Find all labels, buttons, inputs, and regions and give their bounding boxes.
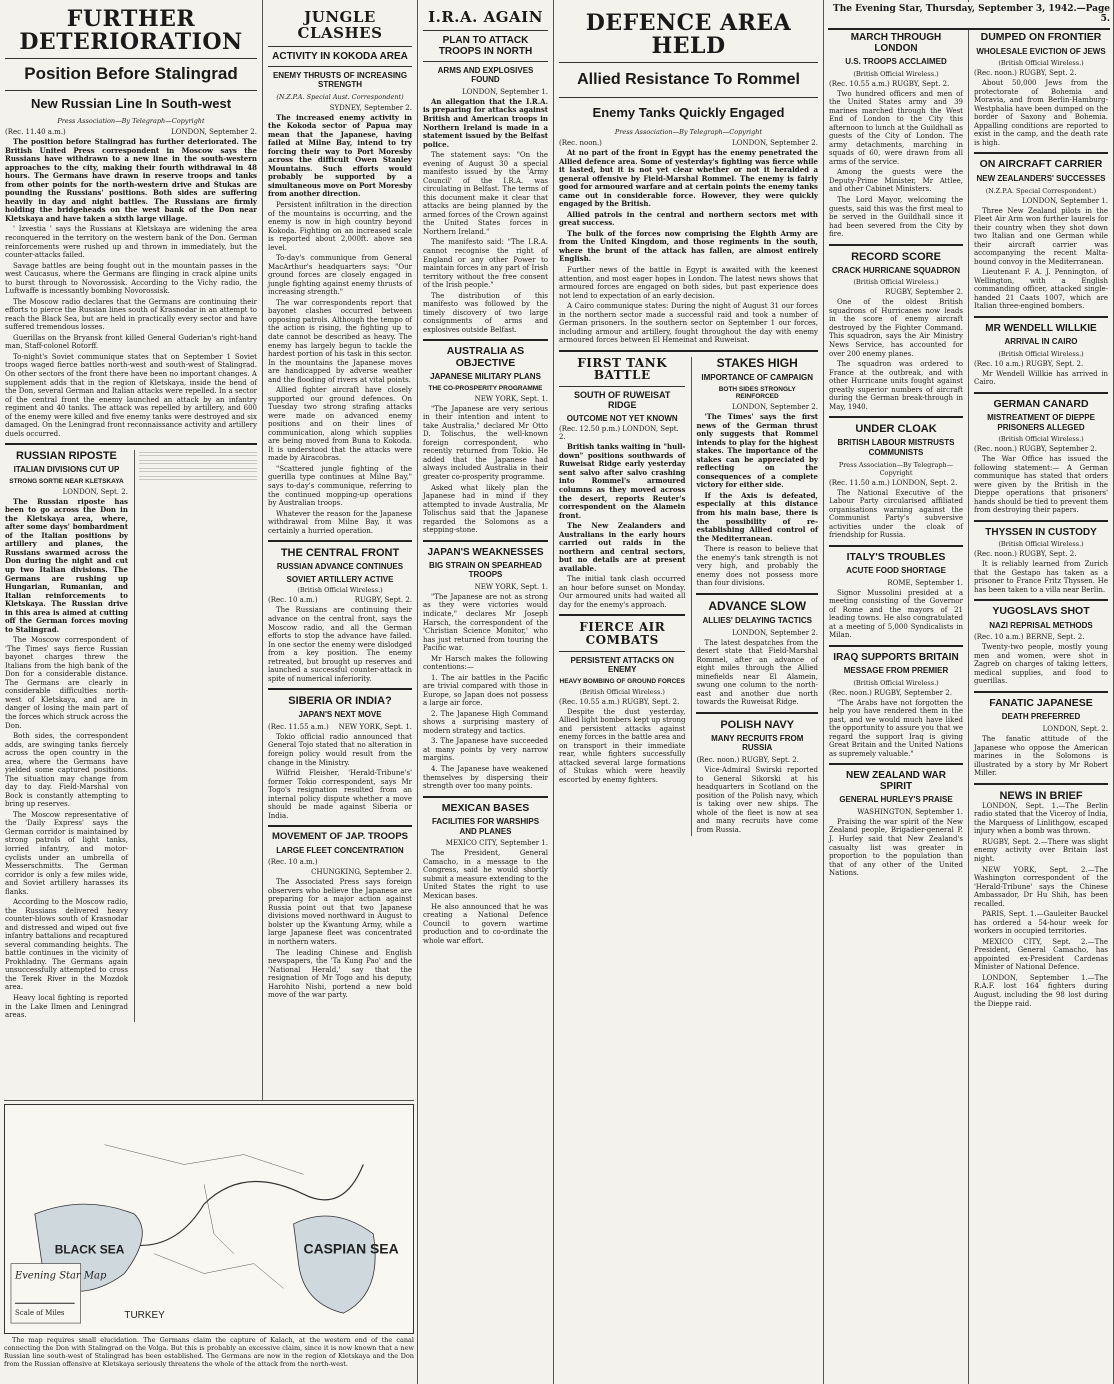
date-place: LONDON, September 2.: [732, 139, 818, 148]
paragraph: 'The Times' says the first news of the German thrust only suggests that Rommel intends to play for the highest stakes. The importance of the stakes can be appreciated by reflecting on the consequences of a complete victory for either side.: [696, 412, 818, 490]
deck-soviet-artillery: SOVIET ARTILLERY ACTIVE: [286, 574, 394, 584]
paragraph: Wilfrid Fleisher, 'Herald-Tribune's' former Tokio correspondent, says Mr Togo's resignation resulted from an internal policy dispute whether a move should be made against Siberia or India.: [268, 769, 412, 820]
byline: (N.Z.P.A. Special Correspondent.): [985, 186, 1097, 195]
date-place: (Rec. noon.) RUGBY, Sept. 2.: [974, 550, 1077, 559]
headline-polish-navy: POLISH NAVY: [720, 718, 795, 731]
paragraph: "The Japanese are not as strong as they were victories would indicate," declares Mr Joseph Harsch, the correspondent of the 'Christian Science Monitor,' who has just returned from touring the Pacific war.: [423, 592, 548, 653]
paragraph: The Lord Mayor, welcoming the guests, said this was the first meal to be served in the Guildhall since it had been severed from the City by fire.: [829, 195, 963, 239]
paragraph: Despite the dust yesterday, Allied light bombers kept up strong and persistent attacks against enemy forces in the battle area and on transport in their immediate rear, while fighters successfully attacked several large formations of Stukas which were heavily escorted by enemy fighters.: [559, 707, 686, 784]
paragraph: The war correspondents report that bayonet clashes occurred between opposing patrols. Although the tempo of the action is rising, the fighting up to date cannot be described as heavy. The enemy has largely begun to tackle the hardest portion of his task in this sector. In the mountains the Japanese moves are handicapped by adverse weather and the flooding of rivers at vital points.: [268, 298, 412, 384]
date-place: NEW YORK, Sept. 1.: [474, 394, 548, 403]
column-6: [969, 0, 1114, 1384]
paragraph: The increased enemy activity in the Kokoda sector of Papua may mean that the Japanese, having failed at Milne Bay, intend to try forcing their way to Port Moresby across the difficult Owen Stanley Mountains. Such efforts would probably be supported by a simultaneous move on Port Moresby from another direction.: [268, 112, 412, 199]
paragraph: The National Executive of the Labour Party circularised affiliated organisations warning against the Communist Party's subversive activities under the cloak of friendship for Russia.: [829, 488, 963, 540]
byline: (British Official Wireless.): [998, 349, 1084, 358]
map-scale-label: Scale of Miles: [14, 1309, 65, 1318]
date-place: NEW YORK, Sept. 1.: [474, 582, 548, 591]
deck-japanese-military-plans: JAPANESE MILITARY PLANS: [430, 372, 541, 382]
byline: (British Official Wireless.): [297, 586, 383, 595]
paragraph: Twenty-two people, mostly young men and women, were shot in Zagreb on charges of taking letters, medical supplies, and food to guerillas.: [974, 643, 1108, 686]
headline-russian-riposte: RUSSIAN RIPOSTE: [16, 450, 117, 463]
headline-central-front: THE CENTRAL FRONT: [280, 547, 400, 560]
deck-heavy-bombing: HEAVY BOMBING OF GROUND FORCES: [559, 677, 685, 685]
date-place: LONDON, September 2.: [171, 128, 257, 137]
deck-us-troops: U.S. TROOPS ACCLAIMED: [845, 57, 947, 66]
date-place: (Rec. 10.55 a.m.) RUGBY, Sept. 2.: [829, 79, 950, 88]
deck-nz-successes: NEW ZEALANDERS' SUCCESSES: [976, 173, 1106, 183]
date-place: LONDON, September 2.: [732, 628, 818, 637]
paragraph: The Moscow radio declares that the Germans are continuing their efforts to pierce the Russian lines south of Krasnodar in an attempt to reach the Black Sea, but are held in practically every sector and have suffered tremendous losses.: [5, 297, 257, 332]
paragraph: The position before Stalingrad has further deteriorated. The British United Press correspondent in Moscow says the Russians have withdrawn to a new line in the south-western approaches to the city, making their fourth withdrawal in 48 hours. The Germans have drawn in reserve troops and tanks from other points for the north-western drive and Stukas are pounding the Russians' positions. Both sides are suffering heavily in day and night battles. The Russians are firmly holding the bridgeheads on the west bank of the Don near Kletskaya and have taken a sixth large village.: [5, 137, 257, 223]
deck-premier: MESSAGE FROM PREMIER: [843, 666, 949, 676]
paragraph: RUGBY, Sept. 2.—There was slight enemy activity over Britain last night.: [974, 837, 1108, 864]
headline-jungle-clashes: JUNGLE CLASHES: [297, 8, 383, 42]
map-graphic: [5, 1105, 413, 1333]
deck-big-strain: BIG STRAIN ON SPEARHEAD TROOPS: [429, 560, 542, 580]
paragraph: LONDON, Sept. 1.—The Berlin radio stated that the Viceroy of India, the Marquess of Linlithgow, escaped injury when a bomb was thrown.: [974, 801, 1108, 836]
paragraph: Savage battles are being fought out in the mountain passes in the west Caucasus, where the Germans are flinging in crack alpine units to burst through to Novorossisk. According to the Vichy radio, the Luftwaffe is incessantly bombing Novorossisk.: [5, 261, 257, 296]
paragraph: He also announced that he was creating a National Defence Council to govern wartime production and to co-ordinate the whole war effort.: [423, 902, 548, 945]
headline-further-deterioration: FURTHER DETERIORATION: [19, 6, 243, 56]
paragraph: 2. The Japanese High Command shows a surprising mastery of modern strategy and tactics.: [423, 709, 548, 735]
rec-time: (Rec. noon.): [559, 139, 602, 148]
paragraph: The Russians are continuing their advance on the central front, says the Moscow radio, and all the German efforts to stop the advance have failed. In one sector the enemy were dislodged from a key position. The enemy retreated, but brought up reserves and launched a successful counter-attack in spite of numerical inferiority.: [268, 606, 412, 683]
headline-mexican-bases: MEXICAN BASES: [441, 801, 530, 814]
deck-persistent: PERSISTENT ATTACKS ON ENEMY: [570, 655, 674, 675]
paragraph: The leading Chinese and English newspapers, the 'Ta Kung Pao' and the 'National Herald,' say that the resignation of Mr Togo and his deputy, Harohito Nishi, portend a new bold move of the war party.: [268, 948, 412, 1000]
deck-hurley: GENERAL HURLEY'S PRAISE: [839, 795, 953, 805]
headline-yugoslavs-shot: YUGOSLAVS SHOT: [992, 605, 1090, 618]
date-place: WASHINGTON, September 1.: [857, 807, 963, 816]
paragraph: Allied fighter aircraft have closely supported our ground defences. On Tuesday two strong strafing attacks were made on advanced enemy positions and on their lines of communication, along which supplies are being moved from Buna to Kokoda. It is understood that the attacks were made by Airacobras.: [268, 386, 412, 463]
paragraph: The bulk of the forces now comprising the Eighth Army are from the United Kingdom, and those regiments in the south, where the brunt of the attack has fallen, are almost entirely English.: [559, 228, 818, 264]
headline-nz-war-spirit: NEW ZEALAND WAR SPIRIT: [846, 770, 946, 793]
date-place: SYDNEY, September 2.: [329, 103, 412, 112]
column-5: [824, 0, 969, 1384]
paragraph: The President, General Camacho, in a message to the Congress, said he would shortly submit a measure extending to the United States the right to use Mexican bases.: [423, 849, 548, 900]
headline-news-in-brief: NEWS IN BRIEF: [999, 789, 1083, 802]
headline-first-tank-battle: FIRST TANK BATTLE: [577, 355, 668, 383]
headline-under-cloak: UNDER CLOAK: [855, 423, 937, 436]
deck-arms-found: ARMS AND EXPLOSIVES FOUND: [437, 65, 534, 85]
date-place: CHUNGKING, September 2.: [311, 868, 412, 877]
deck-eviction: WHOLESALE EVICTION OF JEWS: [976, 46, 1106, 56]
date-place: (Rec. noon.) RUGBY, Sept. 2.: [696, 756, 799, 765]
paragraph: It is reliably learned from Zurich that the Gestapo has taken as a prisoner to France Fritz Thyssen. He has been taken to a villa near Berlin.: [974, 560, 1108, 594]
paragraph: The War Office has issued the following statement:— A German communique has stated that orders were given by the British in the Dieppe operations that prisoners' hands should be tied to prevent them from destroying their papers.: [974, 455, 1108, 515]
headline-defence-area-held: DEFENCE AREA HELD: [585, 10, 792, 60]
paragraph: "The Arabs have not forgotten the help you have rendered them in the past, and we would much have liked the opportunity to assure you that we regard the support Iraq is giving Great Britain and the United Nations as supremely valuable.": [829, 698, 963, 758]
paragraph: Signor Mussolini presided at a meeting consisting of the Governor of Rome and the mayors of 21 leading towns. He also congratulated at a meeting of 5,000 Syndicalists in Milan.: [829, 588, 963, 640]
headline-stakes-high: STAKES HIGH: [716, 355, 798, 370]
deck-japan-next-move: JAPAN'S NEXT MOVE: [298, 710, 382, 720]
deck-reprisal: NAZI REPRISAL METHODS: [989, 620, 1093, 630]
sub-kokoda: ACTIVITY IN KOKODA AREA: [272, 50, 408, 62]
paragraph: Mr Harsch makes the following contentions:—: [423, 654, 548, 672]
deck-labour: BRITISH LABOUR MISTRUSTS COMMUNISTS: [837, 438, 955, 457]
paragraph: The fanatic attitude of the Japanese who oppose the American marines in the Solomons is illustrated by a story by Mr Robert Miller.: [974, 735, 1108, 778]
date-place: LONDON, Sept. 2.: [1042, 725, 1108, 734]
byline: (British Official Wireless.): [853, 278, 939, 287]
headline-japans-weaknesses: JAPAN'S WEAKNESSES: [427, 546, 544, 558]
paragraph: Vice-Admiral Swirski reported to General Sikorski at his headquarters in Scotland on the position of the Polish navy, which is taking over new ships. The whole of the fleet is now at sea and many recruits have come from Russia.: [696, 766, 818, 834]
deck-hurricane: CRACK HURRICANE SQUADRON: [832, 265, 960, 275]
paragraph: The manifesto said: "The I.R.A. cannot recognise the right of England or any other Power to maintain forces in any part of Irish territory without the free consent of the Irish people.": [423, 238, 548, 290]
headline-fanatic-japanese: FANATIC JAPANESE: [989, 696, 1093, 709]
paragraph: The statement says: "On the evening of August 30 a special manifesto issued by the 'Army Council' of the I.R.A. was circulating in Belfast. The terms of this document make it clear that attacks are being planned by the armed forces of the Crown against the United States forces in Northern Ireland.": [423, 151, 548, 236]
paragraph: One of the oldest British squadrons of Hurricanes now leads in the score of enemy aircraft destroyed by the Fighter Command. This squadron, says the Air Ministry News Service, has accounted for over 200 enemy planes.: [829, 298, 963, 358]
paragraph: According to the Moscow radio, the Russians delivered heavy counter-blows south of Krasnodar and distressed and wiped out five infantry battalions and recaptured several commanding heights. The battle continues in the vicinity of Prokhladny. The Germans again unsuccessfully attempted to cross the Terek River in the Mozdok area.: [5, 898, 128, 992]
deck-both-sides: BOTH SIDES STRONGLY REINFORCED: [718, 385, 796, 401]
headline-thyssen: THYSSEN IN CUSTODY: [985, 527, 1097, 539]
headline-advance-slow: ADVANCE SLOW: [708, 598, 807, 613]
paragraph: The Moscow representative of the 'Daily Express' says the German corridor is maintained by strong patrols of light tanks, lorried infantry, and motor-cyclists under an umbrella of Messerschmitts. The German corridor is only a few miles wide, and Soviet artillery harasses its flanks.: [5, 810, 128, 896]
headline-australia-objective: AUSTRALIA AS OBJECTIVE: [446, 345, 525, 369]
paragraph: PARIS, Sept. 1.—Gauleiter Bauckel has ordered a 54-hour week for workers in occupied territories.: [974, 910, 1108, 936]
rec-time: (Rec. 10 a.m.): [268, 858, 318, 867]
map-label: CASPIAN SEA: [303, 1240, 399, 1257]
deck-delaying-tactics: ALLIES' DELAYING TACTICS: [702, 615, 812, 625]
column-3: [418, 0, 554, 1384]
subhead-stalingrad: Position Before Stalingrad: [24, 64, 238, 84]
deck-facilities: FACILITIES FOR WARSHIPS AND PLANES: [431, 817, 540, 836]
headline-aircraft-carrier: ON AIRCRAFT CARRIER: [979, 158, 1103, 171]
date-place: (Rec. 12.50 p.m.) LONDON, Sept. 2.: [559, 425, 679, 442]
deck-food-shortage: ACUTE FOOD SHORTAGE: [846, 566, 946, 576]
deck-strong-sortie: STRONG SORTIE NEAR KLETSKAYA: [9, 477, 124, 485]
deck-arrival-cairo: ARRIVAL IN CAIRO: [1004, 336, 1078, 346]
deck-plan-to-attack: PLAN TO ATTACK TROOPS IN NORTH: [438, 34, 533, 57]
deck-outcome: OUTCOME NOT YET KNOWN: [566, 413, 678, 423]
paragraph: "The Japanese are very serious in their intention and intent to take Australia," declared Mr Otto D. Tolischus, the well-known foreign correspondent, who recently returned from Tokio. He added that the Japanese had always included Australia in their greater co-prosperity programme.: [423, 404, 548, 482]
paragraph: The Russian riposte has been to go across the Don in the Kletskaya area, where, after some days' bombardment of the Italian positions by artillery and planes, the Russians swarmed across the Don during the night and cut up two Italian divisions. The Germans are rushing up Hungarian, Rumanian, and Italian reinforcements to Kletskaya. The Russian drive in this area is aimed at cutting off the German forces moving to Stalingrad.: [5, 496, 128, 634]
paragraph: Lieutenant F. A. J. Pennington, of Wellington, with a English commanding officer, attacked single-handed 21 Caats 1007, which are Italian three-engined bombers.: [974, 268, 1108, 311]
byline: Press Association—By Telegraph—Copyright: [614, 128, 763, 137]
paragraph: Two hundred officers and men of the United States army and 39 marines marched through the West End of London to the City this afternoon to lunch at the Guildhall as guests of the City of London. The army detachments, marching in squads of 60, were drawn from all arms of the service.: [829, 89, 963, 166]
date-place: LONDON, Sept. 2.: [62, 487, 128, 496]
paragraph: The latest despatches from the desert state that Field-Marshal Rommel, after an advance of eight miles through the Allied minefields near El Alamein, swung one column to the north-east and another due north towards the Ruweisat Ridge.: [696, 638, 818, 707]
headline-ira-again: I.R.A. AGAIN: [428, 8, 543, 26]
paragraph: Praising the war spirit of the New Zealand people, Brigadier-general P. J. Hurley said that New Zealand's casualty list was greater in proportion to the population than that of any other of the United Nations.: [829, 817, 963, 878]
paragraph: MEXICO CITY, Sept. 2.—The President, General Camacho, has appointed ex-President Cardenas Minister of National Defence.: [974, 937, 1108, 972]
paragraph: 4. The Japanese have weakened themselves by dispersing their strength over too many points.: [423, 765, 548, 791]
headline-italys-troubles: ITALY'S TROUBLES: [846, 550, 946, 563]
headline-march-london: MARCH THROUGH LONDON: [850, 32, 942, 54]
byline: (British Official Wireless.): [853, 678, 939, 687]
headline-siberia-or-india: SIBERIA OR INDIA?: [288, 695, 392, 708]
paragraph: The New Zealanders and Australians in the early hours carried out raids in the northern and central sectors, but no details are at present available.: [559, 521, 686, 573]
paragraph: The squadron was ordered to France at the outbreak, and with other Hurricane units fought against greatly superior numbers of aircraft during the German break-through in May, 1940.: [829, 360, 963, 411]
subhead-allied-resistance: Allied Resistance To Rommel: [577, 71, 800, 89]
date-place: (Rec. noon.) RUGBY, September 2.: [829, 688, 952, 697]
byline: (British Official Wireless.): [853, 69, 939, 78]
headline-movement-jap-troops: MOVEMENT OF JAP. TROOPS: [271, 831, 408, 843]
headline-fierce-air-combats: FIERCE AIR COMBATS: [579, 620, 666, 648]
date-place: LONDON, September 1.: [1022, 196, 1108, 205]
paragraph: At no part of the front in Egypt has the enemy penetrated the Allied defence area. Some of yesterday's fighting was fierce while it lasted, but it is not yet clear whether or not it heralded a general offensive by Field-Marshal Rommel. The enemy is fairly good for armoured warfare and at certain points the enemy tanks came out in considerable force. However, they were quickly engaged by the British.: [559, 148, 818, 209]
date-place: RUGBY, September 2.: [885, 288, 963, 297]
paragraph: Asked what likely plan the Japanese had in mind if they attempted to invade Australia, Mr Tolischus said that the Japanese regarded the Solomons as a stepping-stone.: [423, 483, 548, 535]
map-label: TURKEY: [124, 1310, 165, 1322]
deck-co-prosperity: THE CO-PROSPERITY PROGRAMME: [428, 384, 543, 392]
byline: (British Official Wireless.): [998, 435, 1084, 444]
paragraph: A Cairo communique states: During the night of August 31 our forces in the northern sector made a successful raid and took a number of German prisoners. In the southern sector on September 1 our forces, including armour and artillery, fought throughout the day with enemy armoured forces between El Hemeinat and Ruweisat.: [559, 302, 818, 345]
paragraph: NEW YORK, Sept. 2.—The Washington correspondent of the 'Herald-Tribune' says the Chinese Ambassador, Dr Hu Shih, has been recalled.: [974, 865, 1108, 908]
paragraph: The initial tank clash occurred an hour before sunset on Monday. Our armoured units had waited all day for the enemy's approach.: [559, 575, 686, 609]
headline-willkie: MR WENDELL WILLKIE: [985, 322, 1097, 334]
date-place: (Rec. noon.) RUGBY, September 2.: [974, 445, 1097, 454]
paragraph: ' Izvestia ' says the Russians at Kletskaya are widening the area reconquered in the territory on the western bank of the Don. German reinforcements were rushed up and thrown in immediately, but the counter-attacks failed.: [5, 225, 257, 260]
date-place: (Rec. 10 a.m.) BERNE, Sept. 2.: [974, 633, 1085, 642]
paragraph: "Scattered jungle fighting of the guerilla type continues at Milne Bay," says to-day's communique, referring to the continued mopping-up operations by Australian troops.: [268, 464, 412, 508]
paragraph: An allegation that the I.R.A. is preparing for attacks against British and American troops in Northern Ireland is made in a statement issued by the Belfast police.: [423, 96, 548, 149]
headline-german-canard: GERMAN CANARD: [993, 397, 1089, 410]
date-place: ROME, September 1.: [887, 578, 963, 587]
masthead: The Evening Star, Thursday, September 3, 1942.—Page 5.: [828, 2, 1110, 30]
dateline: [5, 128, 257, 136]
deck-death-preferred: DEATH PREFERRED: [1001, 712, 1081, 722]
paragraph: If the Axis is defeated, especially at this distance from his main base, there is the possibility of re-establishing Allied control of the Mediterranean.: [696, 490, 818, 543]
headline-record-score: RECORD SCORE: [851, 250, 941, 263]
paragraph: The distribution of this manifesto was followed by the timely discovery of two large consignments of arms and explosives outside Belfast.: [423, 291, 548, 334]
byline: (N.Z.P.A. Special Aust. Correspondent): [276, 92, 404, 101]
paragraph: Both sides, the correspondent adds, are swinging tanks fiercely across the open country in the area, where the Germans have yielded some captured positions. The situation may change from day to day. Field-Marshal von Bock is constantly attempting to bring up reserves.: [5, 732, 128, 809]
paragraph: 3. The Japanese have succeeded at many points by very narrow margins.: [423, 737, 548, 763]
date-place: RUGBY, Sept. 2.: [354, 596, 412, 605]
map-label: BLACK SEA: [54, 1242, 125, 1257]
deck-new-russian-line: New Russian Line In South-west: [30, 95, 232, 111]
paragraph: 1. The air battles in the Pacific are trivial compared with those in Europe, so Japan does not possess a large air force.: [423, 673, 548, 708]
paragraph: Heavy local fighting is reported in the Lake Ilmen and Leningrad areas.: [5, 994, 128, 1020]
paragraph: Persistent infiltration in the direction of the mountains is occurring, and the enemy is now in high country beyond Kokoda. Fighting on an increased scale is reported about 2,000ft. above sea level.: [268, 201, 412, 252]
deck-south-ruweisat: SOUTH OF RUWEISAT RIDGE: [574, 389, 671, 410]
paragraph: Three New Zealand pilots in the Fleet Air Arm won further laurels for their country when they shot down two Italian and one German while their aircraft carrier was accompanying the recent Malta-bound convoy in the Mediterranean.: [974, 206, 1108, 266]
rec-time: (Rec. 11.55 a.m.): [268, 722, 329, 731]
paragraph: To-day's communique from General MacArthur's headquarters says: "Our ground forces are closely engaged in jungle fighting against enemy thrusts of increasing strength.": [268, 254, 412, 297]
paragraph: To-night's Soviet communique states that on September 1 Soviet troops waged fierce battles north-west and south-west of Stalingrad. On other sectors of the front there have been no important changes. A supplement adds that in the region of Kletskaya, inside the bend of the Don, several German and Italian attacks were repelled. In a sector of the central front the enemy launched an attack by an infantry regiment and 40 tanks. The attack was repelled by artillery, and 600 of the enemy were killed and five enemy tanks were destroyed and six damaged. On the Leningrad front reconnaissance activity and artillery duels occurred.: [5, 352, 257, 438]
map: [4, 1104, 414, 1334]
deck-recruits: MANY RECRUITS FROM RUSSIA: [711, 733, 804, 753]
byline: (British Official Wireless.): [579, 687, 665, 696]
deck-enemy-tanks: Enemy Tanks Quickly Engaged: [592, 104, 785, 120]
paragraph: Guerillas on the Bryansk front killed General Guderian's right-hand man, Staff-colonel Rotorff.: [5, 333, 257, 351]
map-title: Evening Star Map: [14, 1270, 107, 1282]
deck-italian-divisions: ITALIAN DIVISIONS CUT UP: [13, 465, 120, 475]
paragraph: The Moscow correspondent of 'The Times' says fierce Russian bayonet charges threw the Italians from the high bank of the Don for a considerable distance. The Germans are clearly in considerable difficulties north-west of Kletskaya, and are in danger of losing the main part of the forces which struck across the Don.: [5, 636, 128, 730]
deck-russian-advance: RUSSIAN ADVANCE CONTINUES: [276, 562, 404, 572]
map-caption: The map requires small elucidation. The Germans claim the capture of Kalach, at the western end of the canal connecting the Don with Stalingrad on the Volga. But this is probably an excessive claim, since it is now known that a new Russian line south-west of Stalingrad has been established. The Germans are now in the region of Kletskaya and the Don from the Russian offensive at Kletskaya seriously threatens the whole of the attack from the north-west.: [4, 1336, 414, 1368]
column-4: [554, 0, 824, 1384]
paragraph: British tanks waiting in "hull-down" positions southwards of Ruweisat Ridge early yesterday sent salvo after salvo crashing into Rommel's armoured columns as they moved across the desert, reports Reuter's correspondent on the Alamein front.: [559, 442, 686, 520]
date-place: (Rec. 10.55 a.m.) RUGBY, Sept. 2.: [559, 697, 680, 706]
paragraph: Further news of the battle in Egypt is awaited with the keenest attention, and most eager hopes in London. The latest news shows that armoured forces are engaged on both sides, but past experience does not lend to expectation of an early decision.: [559, 265, 818, 300]
map-panel: [4, 1100, 414, 1384]
date-place: MEXICO CITY, September 1.: [445, 839, 548, 848]
paragraph: Among the guests were the Deputy-Prime Minister, Mr Attlee, and other Cabinet Ministers.: [829, 168, 963, 194]
deck-enemy-thrusts: ENEMY THRUSTS OF INCREASING STRENGTH: [272, 70, 408, 90]
byline: (British Official Wireless.): [998, 59, 1084, 68]
byline: (British Official Wireless.): [998, 540, 1084, 549]
date-place: LONDON, September 1.: [462, 87, 548, 96]
byline: Press Association—By Telegraph—Copyright: [838, 460, 954, 477]
paragraph: About 50,000 Jews from the protectorate of Bohemia and Moravia, and from Berlin-Hamburg-Westphalia have been dumped on the border of Saxony and Bohemia. Appalling conditions are reported to exist in the camp, and the death rate is high.: [974, 79, 1108, 147]
date-place: (Rec. 11.50 a.m.) LONDON, Sept. 2.: [829, 478, 958, 487]
date-place: (Rec. 10 a.m.) RUGBY, Sept. 2.: [974, 359, 1084, 368]
paragraph: LONDON, September 1.—The R.A.F. lost 164 fighters during August, including the 98 lost during the Dieppe raid.: [974, 973, 1108, 1008]
paragraph: Allied patrols in the central and northern sectors met with great success.: [559, 209, 818, 228]
paragraph: Tokio official radio announced that General Tojo stated that no alteration in foreign policy would result from the change in the Ministry.: [268, 732, 412, 767]
paragraph: The Associated Press says foreign observers who believe the Japanese are preparing for a major action against Russia point out that two Japanese divisions moved northward in August to bolster up the Kwantung Army, while a large Japanese fleet was concentrated in northern waters.: [268, 878, 412, 946]
date-place: (Rec. noon.) RUGBY, Sept. 2.: [974, 69, 1077, 78]
deck-large-fleet: LARGE FLEET CONCENTRATION: [276, 845, 404, 855]
date-place: LONDON, September 2.: [732, 403, 818, 412]
rec-time: (Rec. 11.40 a.m.): [5, 128, 66, 137]
date-place: NEW YORK, Sept. 1.: [338, 722, 412, 731]
deck-importance: IMPORTANCE OF CAMPAIGN: [701, 372, 814, 382]
paragraph: Whatever the reason for the Japanese withdrawal from Milne Bay, it was certainly a hurried operation.: [268, 509, 412, 535]
headline-iraq: IRAQ SUPPORTS BRITAIN: [833, 652, 959, 664]
byline: Press Association—By Telegraph—Copyright: [57, 117, 205, 126]
paragraph: There is reason to believe that the enemy's tank strength is not very high, and probably the enemy does not possess more than four divisions.: [696, 545, 818, 588]
deck-dieppe: MISTREATMENT OF DIEPPE PRISONERS ALLEGED: [987, 413, 1095, 432]
rec-time: (Rec. 10 a.m.): [268, 596, 318, 605]
paragraph: Mr Wendell Willkie has arrived in Cairo.: [974, 369, 1108, 387]
headline-dumped-frontier: DUMPED ON FRONTIER: [980, 31, 1102, 43]
